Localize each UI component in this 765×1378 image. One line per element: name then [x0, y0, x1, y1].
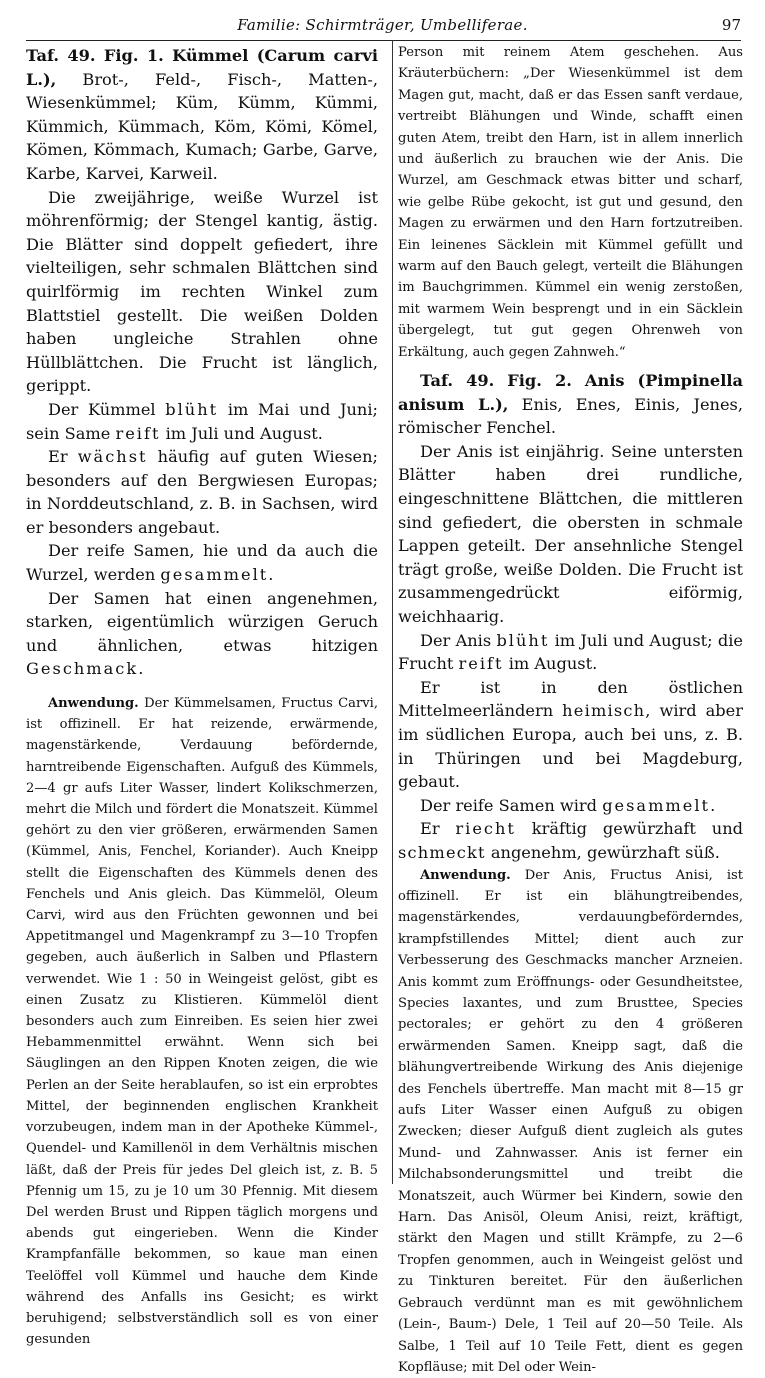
bloom-caraway: Der Kümmel blüht im Mai und Juni; sein Same reift im Juli und August. — [26, 399, 378, 443]
smell-anise: Er riecht kräftig gewürzhaft und schmeckt angenehm, gewürzhaft süß. — [398, 819, 744, 862]
common-names-anise: Enis, Enes, Einis, Jenes, römischer Fenchel. — [398, 394, 743, 438]
smell-caraway: Der Samen hat einen angenehmen, starken, eigentümlich würzigen Geruch und ähnlichen, etwas hitzigen Geschmack. — [26, 588, 378, 679]
bloom-anise: Der Anis blüht im Juli und August; die Frucht reift im August. — [398, 630, 743, 674]
column-divider — [392, 40, 393, 1184]
page-number: 97 — [721, 16, 741, 34]
running-title: Familie: Schirmträger, Umbelliferae. — [237, 16, 528, 34]
collection-caraway: Der reife Samen, hie und da auch die Wurzel, werden gesammelt. — [26, 541, 378, 585]
habitat-caraway: Er wächst häufig auf guten Wiesen; besonders auf den Bergwiesen Europas; in Norddeutschland, z. B. in Sachsen, wird er besonders angebaut. — [26, 447, 378, 537]
left-column — [26, 44, 378, 1348]
plate-ref-caraway: Taf. 49. Fig. 1. Kümmel (Carum carvi L.), — [26, 46, 378, 89]
entry-heading-kuemmel — [26, 44, 378, 186]
entry-heading-anis — [398, 369, 743, 440]
page-header — [0, 0, 765, 44]
collection-anise: Der reife Samen wird gesammelt. — [420, 795, 716, 815]
right-column — [398, 42, 744, 1375]
usage-label: Anwendung. — [48, 696, 139, 712]
continuation-text: Person mit reinem Atem geschehen. Aus Kräuterbüchern: „Der Wiesenkümmel ist dem Magen gut, macht, daß er das Essen sanft verdaue, vertreibt Blähungen und Winde, schafft einen guten Atem, treibt den Harn, ist in allem innerlich und äußerlich zu brauchen wie der Anis. Die Wurzel, am Geschmack etwas bitter und scharf, wie gelbe Rübe gekocht, ist gut und gesund, den Magen zu erwärmen und den Harn fortzutreiben. Ein leinenes Säcklein mit Kümmel gefüllt und warm auf den Bauch gelegt, verteilt die Blähungen im Bauchgrimmen. Kümmel ein wenig zerstoßen, mit warmem Wein besprengt und in ein Säcklein übergelegt, tut gut gegen Ohrenweh von Erkältung, auch gegen Zahnweh.“ — [398, 45, 743, 360]
description-caraway: Die zweijährige, weiße Wurzel ist möhrenförmig; der Stengel kantig, ästig. Die Blätter sind doppelt gefiedert, ihre vielteiligen, sehr schmalen Blättchen sind quirlförmig im rechten Winkel zum Blattstiel gestellt. Die weißen Dolden haben ungleiche Strahlen ohne Hüllblättchen. Die Frucht ist länglich, gerippt. — [26, 187, 378, 396]
habitat-anise: Er ist in den östlichen Mittelmeerländern heimisch, wird aber im südlichen Europa, auch bei uns, z. B. in Thüringen und bei Magdeburg, gebaut. — [398, 677, 743, 792]
plate-ref-anise: Taf. 49. Fig. 2. Anis (Pimpinella anisum L.), — [398, 371, 743, 414]
common-names-caraway: Brot-, Feld-, Fisch-, Matten-, Wiesenkümmel; Küm, Kümm, Kümmi, Kümmich, Kümmach, Köm, Kömi, Kömel, Kömen, Kömmach, Kumach; Garbe, Garve, Karbe, Karvei, Karweil. — [26, 69, 378, 183]
description-anise: Der Anis ist einjährig. Seine untersten Blätter haben drei rundliche, eingeschnittene Blättchen, die mittleren sind gefiedert, die obersten in schmale Lappen geteilt. Der ansehnliche Stengel trägt große, weiße Dolden. Die Frucht ist zusammengedrückt eiförmig, weichhaarig. — [398, 441, 743, 627]
header-rule — [26, 40, 741, 41]
usage-caraway: Anwendung. Der Kümmelsamen, Fructus Carvi, ist offizinell. Er hat reizende, erwärmende, magenstärkende, Verdauung befördernde, harntreibende Eigenschaften. Aufguß des Kümmels, 2—4 gr aufs Liter Wasser, lindert Kolikschmerzen, mehrt die Milch und fördert die Monatszeit. Kümmel gehört zu den vier größeren, erwärmenden Samen (Kümmel, Anis, Fenchel, Koriander). Auch Kneipp stellt die Eigenschaften des Kümmels denen des Fenchels und Anis gleich. Das Kümmelöl, Oleum Carvi, wird aus den Früchten gewonnen und bei Appetitmangel und Magenkrampf zu 3—10 Tropfen gegeben, auch äußerlich in Salben und Pflastern verwendet. Wie 1 : 50 in Weingeist gelöst, gibt es einen Zusatz zu Klistieren. Kümmelöl dient besonders auch zum Einreiben. Es seien hier zwei Hebammenmittel erwähnt. Wenn sich bei Säuglingen an den Rippen Knoten zeigen, die wie Perlen an der Seite herablaufen, so ist ein erprobtes Mittel, der beginnenden englischen Krankheit vorzubeugen, indem man in der Apotheke Kümmel-, Quendel- und Kamillenöl in dem Verhältnis mischen läßt, daß der Preis für jedes Del gleich ist, z. B. 5 Pfennig um 15, zu je 10 um 30 Pfennig. Mit diesem Del werden Brust und Rippen täglich morgens und abends gut eingerieben. Wenn die Kinder Krampfanfälle bekommen, so kaue man einen Teelöffel voll Kümmel und hauche dem Kinde während des Anfalls ins Gesicht; es wirkt beruhigend; selbstverständlich soll es von einer gesunden — [26, 696, 378, 1348]
usage-anise: Anwendung. Der Anis, Fructus Anisi, ist offizinell. Er ist ein blähungtreibendes, magenstärkendes, verdauungbeförderndes, krampfstillendes Mittel; dient auch zur Verbesserung des Geschmacks mancher Arzneien. Anis kommt zum Eröffnungs- oder Gesundheitstee, Species laxantes, und zum Brusttee, Species pectorales; er gehört zu den 4 größeren erwärmenden Samen. Kneipp sagt, daß die blähungvertreibende Wirkung des Anis diejenige des Fenchels übertreffe. Man macht mit 8—15 gr aufs Liter Wasser einen Aufguß zu obigen Zwecken; dieser Aufguß dient zugleich als gutes Mund- und Zahnwasser. Anis ist ferner ein Milchabsonderungsmittel und treibt die Monatszeit, auch Würmer bei Kindern, sowie den Harn. Das Anisöl, Oleum Anisi, reizt, kräftigt, stärkt den Magen und stillt Krämpfe, zu 2—6 Tropfen genommen, auch in Weingeist gelöst und zu Tinkturen bereitet. Für den äußerlichen Gebrauch verdünnt man es mit gewöhnlichem (Lein-, Baum-) Dele, 1 Teil auf 20—50 Teile. Als Salbe, 1 Teil auf 10 Teile Fett, dient es gegen Kopfläuse; mit Del oder Wein- — [398, 867, 743, 1375]
usage-label: Anwendung. — [420, 867, 511, 883]
